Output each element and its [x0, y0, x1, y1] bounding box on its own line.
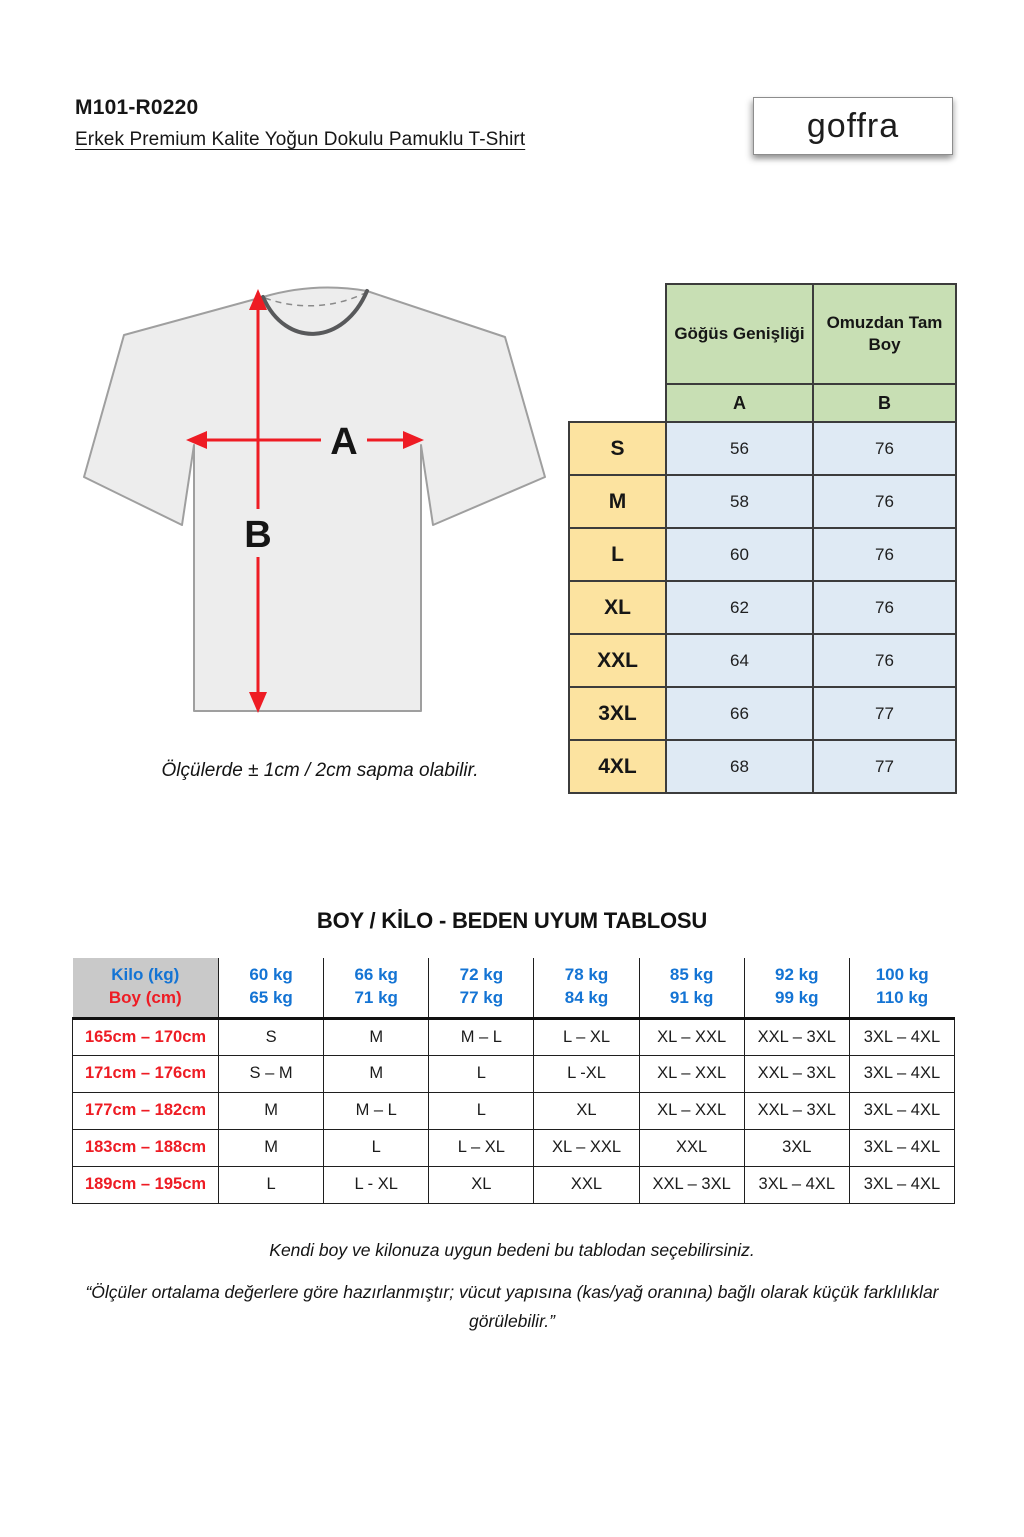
- chest-width-header: Göğüs Genişliği: [666, 284, 813, 384]
- size-label: S: [569, 422, 666, 475]
- size-recommendation: 3XL – 4XL: [849, 1092, 954, 1129]
- size-row: [569, 740, 956, 793]
- chest-value: 68: [666, 740, 813, 793]
- size-row: [569, 581, 956, 634]
- length-value: 77: [813, 687, 956, 740]
- spacer-cell: [569, 384, 666, 422]
- size-recommendation: L: [429, 1055, 534, 1092]
- product-title: Erkek Premium Kalite Yoğun Dokulu Pamuklu T-Shirt: [75, 129, 526, 150]
- size-recommendation: S – M: [219, 1055, 324, 1092]
- size-recommendation: 3XL – 4XL: [849, 1129, 954, 1166]
- weight-column-header: 60 kg 65 kg: [219, 958, 324, 1018]
- size-recommendation: M: [219, 1092, 324, 1129]
- length-value: 76: [813, 634, 956, 687]
- size-recommendation: M: [219, 1129, 324, 1166]
- weight-axis-label: Kilo (kg): [111, 965, 180, 985]
- chest-value: 62: [666, 581, 813, 634]
- weight-column-header: 78 kg 84 kg: [534, 958, 639, 1018]
- height-range: 177cm – 182cm: [73, 1092, 219, 1129]
- product-code: M101-R0220: [75, 96, 199, 119]
- size-recommendation: L -XL: [534, 1055, 639, 1092]
- disclaimer-note: “Ölçüler ortalama değerlere göre hazırlanmıştır; vücut yapısına (kas/yağ oranına) bağlı olarak küçük farklılıklar görülebilir.”: [85, 1282, 939, 1331]
- size-recommendation: 3XL: [744, 1129, 849, 1166]
- chest-value: 56: [666, 422, 813, 475]
- chest-value: 60: [666, 528, 813, 581]
- size-table: [568, 283, 957, 794]
- size-recommendation: XXL – 3XL: [639, 1166, 744, 1203]
- size-recommendation: M: [324, 1055, 429, 1092]
- size-row: [569, 528, 956, 581]
- height-range: 189cm – 195cm: [73, 1166, 219, 1203]
- size-recommendation: XXL – 3XL: [744, 1092, 849, 1129]
- size-recommendation: XL: [429, 1166, 534, 1203]
- size-recommendation: L: [429, 1092, 534, 1129]
- size-recommendation: L – XL: [534, 1018, 639, 1055]
- chest-value: 64: [666, 634, 813, 687]
- size-recommendation: S: [219, 1018, 324, 1055]
- fit-table: [72, 958, 955, 1204]
- size-recommendation: M: [324, 1018, 429, 1055]
- size-recommendation: XL – XXL: [639, 1018, 744, 1055]
- size-label: M: [569, 475, 666, 528]
- fit-row: [73, 1092, 955, 1129]
- label-a: A: [330, 421, 358, 463]
- corner-header: [73, 958, 219, 1018]
- weight-column-header: 100 kg 110 kg: [849, 958, 954, 1018]
- size-recommendation: 3XL – 4XL: [744, 1166, 849, 1203]
- size-recommendation: 3XL – 4XL: [849, 1018, 954, 1055]
- height-axis-label: Boy (cm): [108, 988, 182, 1008]
- size-label: XL: [569, 581, 666, 634]
- size-recommendation: L – XL: [429, 1129, 534, 1166]
- weight-column-header: 92 kg 99 kg: [744, 958, 849, 1018]
- size-label: 4XL: [569, 740, 666, 793]
- tolerance-note: Ölçülerde ± 1cm / 2cm sapma olabilir.: [161, 760, 479, 781]
- fit-note: Kendi boy ve kilonuza uygun bedeni bu tablodan seçebilirsiniz.: [269, 1240, 755, 1260]
- length-value: 76: [813, 422, 956, 475]
- size-recommendation: 3XL – 4XL: [849, 1166, 954, 1203]
- col-a-letter: A: [666, 384, 813, 422]
- size-recommendation: XL – XXL: [534, 1129, 639, 1166]
- length-value: 77: [813, 740, 956, 793]
- height-range: 171cm – 176cm: [73, 1055, 219, 1092]
- size-label: 3XL: [569, 687, 666, 740]
- brand-logo-text: goffra: [806, 106, 900, 145]
- size-row: [569, 634, 956, 687]
- tshirt-silhouette: [84, 288, 545, 711]
- size-recommendation: L: [219, 1166, 324, 1203]
- spacer-cell: [569, 284, 666, 384]
- fit-row: [73, 1055, 955, 1092]
- weight-column-header: 85 kg 91 kg: [639, 958, 744, 1018]
- height-range: 183cm – 188cm: [73, 1129, 219, 1166]
- size-recommendation: 3XL – 4XL: [849, 1055, 954, 1092]
- size-label: XXL: [569, 634, 666, 687]
- product-header: [75, 96, 695, 151]
- length-value: 76: [813, 581, 956, 634]
- size-row: [569, 475, 956, 528]
- shoulder-length-header: Omuzdan Tam Boy: [813, 284, 956, 384]
- size-recommendation: L - XL: [324, 1166, 429, 1203]
- size-recommendation: XXL: [639, 1129, 744, 1166]
- length-value: 76: [813, 528, 956, 581]
- label-b: B: [244, 514, 272, 556]
- size-recommendation: L: [324, 1129, 429, 1166]
- fit-table-title: BOY / KİLO - BEDEN UYUM TABLOSU: [316, 908, 708, 933]
- weight-column-header: 72 kg 77 kg: [429, 958, 534, 1018]
- size-recommendation: XXL – 3XL: [744, 1018, 849, 1055]
- fit-row: [73, 1129, 955, 1166]
- chest-value: 66: [666, 687, 813, 740]
- tshirt-diagram: [78, 283, 553, 723]
- size-row: [569, 687, 956, 740]
- fit-row: [73, 1018, 955, 1055]
- weight-column-header: 66 kg 71 kg: [324, 958, 429, 1018]
- brand-logo: [753, 97, 953, 155]
- size-recommendation: M – L: [429, 1018, 534, 1055]
- size-recommendation: XXL – 3XL: [744, 1055, 849, 1092]
- size-recommendation: XXL: [534, 1166, 639, 1203]
- size-recommendation: XL – XXL: [639, 1092, 744, 1129]
- size-recommendation: XL – XXL: [639, 1055, 744, 1092]
- size-recommendation: M – L: [324, 1092, 429, 1129]
- fit-row: [73, 1166, 955, 1203]
- size-row: [569, 422, 956, 475]
- height-range: 165cm – 170cm: [73, 1018, 219, 1055]
- size-label: L: [569, 528, 666, 581]
- length-value: 76: [813, 475, 956, 528]
- size-recommendation: XL: [534, 1092, 639, 1129]
- chest-value: 58: [666, 475, 813, 528]
- col-b-letter: B: [813, 384, 956, 422]
